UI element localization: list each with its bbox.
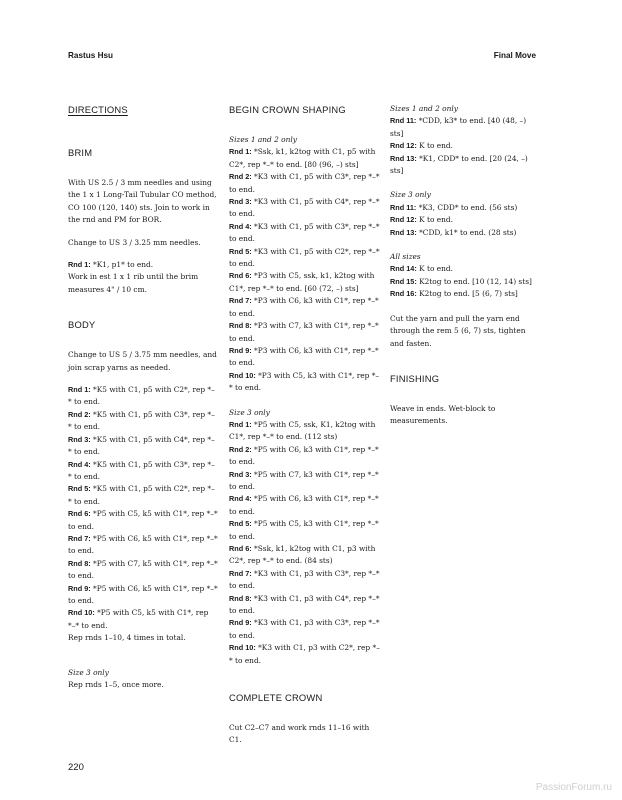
round-row — [390, 288, 540, 300]
round-label: Rnd 6: — [68, 509, 91, 519]
round-label: Rnd 16: — [390, 289, 417, 299]
round-label: Rnd 15: — [390, 276, 417, 286]
round-text: *CDD, k1* to end. (28 sts) — [416, 227, 517, 237]
round-row — [390, 140, 540, 152]
round-text: *K5 with C1, p5 with C2*, rep *–* to end. — [68, 385, 215, 407]
crown-rounds-sizes-1-2 — [229, 146, 381, 394]
round-row — [229, 295, 381, 320]
round-label: Rnd 5: — [229, 519, 252, 529]
round-row — [229, 493, 381, 518]
round-row — [229, 593, 381, 618]
round-text: *K3 with C1, p3 with C3*, rep *–* to end. — [229, 568, 380, 591]
body-rounds — [68, 384, 218, 632]
finishing-text: Weave in ends. Wet-block to measurements. — [390, 403, 496, 426]
round-row — [390, 276, 540, 288]
round-label: Rnd 10: — [229, 643, 256, 653]
finish-rounds-all-sizes — [390, 263, 540, 300]
round-row — [390, 227, 540, 239]
running-header-title: Final Move — [493, 51, 536, 60]
round-text: *P5 with C5, k3 with C1*, rep *–* to end. — [229, 519, 379, 541]
round-text: *P5 with C7, k3 with C1*, rep *–* to end. — [229, 469, 379, 491]
round-row — [229, 469, 381, 494]
round-text: *K3 with C1, p5 with C3*, rep *–* to end. — [229, 172, 380, 194]
round-row — [68, 558, 218, 583]
complete-crown-text: Cut C2–C7 and work rnds 11–16 with C1. — [229, 723, 370, 745]
round-row — [229, 370, 381, 395]
round-text: K to end. — [416, 141, 453, 151]
size-subheading: Size 3 only — [68, 667, 109, 677]
round-row — [229, 171, 381, 196]
round-text: *P5 with C6, k5 with C1*, rep *–* to end. — [68, 583, 218, 605]
round-label: Rnd 3: — [229, 197, 252, 207]
round-label: Rnd 1: — [68, 260, 91, 270]
round-row — [229, 444, 381, 469]
round-text: *K3, CDD* to end. (56 sts) — [416, 202, 518, 212]
round-label: Rnd 3: — [68, 434, 91, 444]
crown-shaping-heading: BEGIN CROWN SHAPING — [229, 104, 346, 115]
round-row — [229, 246, 381, 271]
round-row — [229, 196, 381, 221]
round-row — [390, 115, 540, 140]
round-text: K to end. — [416, 215, 453, 225]
round-text: *K3 with C1, p5 with C2*, rep *–* to end. — [229, 246, 380, 269]
crown-rounds-size-3 — [229, 419, 381, 667]
round-row — [68, 583, 218, 608]
round-row — [68, 459, 218, 484]
round-label: Rnd 3: — [229, 469, 252, 479]
round-label: Rnd 2: — [229, 172, 252, 182]
round-row — [229, 345, 381, 370]
round-text: *K3 with C1, p3 with C4*, rep *–* to end. — [229, 593, 380, 616]
round-text: *K5 with C1, p5 with C2*, rep *–* to end. — [68, 484, 215, 506]
directions-heading: DIRECTIONS — [68, 104, 128, 115]
round-text: *P3 with C7, k3 with C1*, rep *–* to end. — [229, 321, 379, 343]
round-row — [229, 146, 381, 171]
round-text: *P3 with C5, ssk, k1, k2tog with C1*, rep *–* to end. [60 (72, –) sts] — [229, 271, 375, 293]
round-text: *Ssk, k1, k2tog with C1, p5 with C2*, rep *–* to end. [80 (96, –) sts] — [229, 147, 376, 169]
round-row — [229, 270, 381, 295]
size-subheading: All sizes — [390, 252, 421, 262]
round-text: *P3 with C6, k3 with C1*, rep *–* to end. — [229, 296, 379, 318]
watermark: PassionForum.ru — [535, 782, 612, 793]
round-row — [390, 263, 540, 275]
round-label: Rnd 5: — [68, 484, 91, 494]
round-label: Rnd 12: — [390, 141, 417, 151]
round-text: *K3 with C1, p3 with C3*, rep *–* to end. — [229, 618, 380, 640]
round-text: *P3 with C5, k3 with C1*, rep *–* to end. — [229, 370, 380, 393]
size-subheading: Size 3 only — [390, 190, 431, 200]
round-text: *K1, CDD* to end. [20 (24, –) sts] — [390, 153, 528, 176]
round-label: Rnd 1: — [229, 147, 252, 157]
round-label: Rnd 7: — [229, 568, 252, 578]
round-label: Rnd 9: — [229, 618, 252, 628]
column-3 — [390, 103, 540, 428]
round-label: Rnd 8: — [229, 593, 252, 603]
brim-paragraph: Work in est 1 x 1 rib until the brim measures 4" / 10 cm. — [68, 272, 199, 294]
complete-crown-heading: COMPLETE CROWN — [229, 692, 323, 704]
finish-rounds-sizes-1-2 — [390, 115, 540, 177]
round-label: Rnd 11: — [390, 116, 417, 126]
round-text: *K3 with C1, p5 with C4*, rep *–* to end. — [229, 197, 380, 219]
round-label: Rnd 2: — [68, 409, 91, 419]
running-header-author: Rastus Hsu — [68, 51, 114, 60]
round-text: *K3 with C1, p5 with C3*, rep *–* to end. — [229, 221, 380, 244]
round-text: *P5 with C6, k3 with C1*, rep *–* to end. — [229, 494, 379, 516]
body-paragraph: Change to US 5 / 3.75 mm needles, and join scrap yarns as needed. — [68, 350, 217, 372]
brim-heading: BRIM — [68, 147, 93, 158]
finish-rounds-size-3 — [390, 202, 540, 239]
round-text: *P5 with C6, k3 with C1*, rep *–* to end. — [229, 444, 379, 467]
round-row — [68, 533, 218, 558]
round-label: Rnd 7: — [68, 533, 91, 543]
round-label: Rnd 5: — [229, 246, 252, 256]
round-row — [68, 483, 218, 508]
round-label: Rnd 11: — [390, 202, 417, 212]
round-text: K2tog to end. [10 (12, 14) sts] — [416, 276, 532, 286]
round-row — [229, 568, 381, 593]
size3-text: Rep rnds 1–5, once more. — [68, 680, 164, 689]
round-label: Rnd 7: — [229, 296, 252, 306]
round-row — [390, 202, 540, 214]
round-text: *P5 with C5, k5 with C1*, rep *–* to end. — [68, 509, 218, 531]
round-label: Rnd 6: — [229, 271, 252, 281]
brim-round — [68, 259, 218, 271]
size-subheading: Size 3 only — [229, 407, 270, 417]
round-label: Rnd 6: — [229, 544, 252, 553]
round-label: Rnd 10: — [68, 608, 95, 618]
body-heading: BODY — [68, 319, 96, 331]
round-label: Rnd 4: — [68, 459, 91, 469]
round-row — [229, 320, 381, 345]
round-row — [68, 409, 218, 434]
round-label: Rnd 2: — [229, 444, 252, 454]
page-number: 220 — [68, 762, 84, 773]
round-row — [229, 543, 381, 568]
round-text: *P5 with C5, ssk, K1, k2tog with C1*, rep *–* to end. (112 sts) — [229, 419, 376, 442]
round-row — [68, 607, 218, 632]
round-text: *K5 with C1, p5 with C4*, rep *–* to end. — [68, 434, 215, 457]
column-1 — [68, 103, 218, 691]
round-text: *Ssk, k1, k2tog with C1, p3 with C2*, rep *–* to end. (84 sts) — [229, 544, 376, 566]
brim-paragraph: Change to US 3 / 3.25 mm needles. — [68, 237, 201, 247]
size-subheading: Sizes 1 and 2 only — [390, 104, 458, 113]
round-label: Rnd 10: — [229, 370, 256, 380]
round-text: *K5 with C1, p5 with C3*, rep *–* to end. — [68, 459, 215, 481]
round-text: *K5 with C1, p5 with C3*, rep *–* to end. — [68, 409, 215, 432]
finishing-heading: FINISHING — [390, 372, 440, 384]
round-text: *P5 with C5, k5 with C1*, rep *–* to end. — [68, 608, 209, 630]
size-subheading: Sizes 1 and 2 only — [229, 135, 297, 144]
round-text: K2tog to end. [5 (6, 7) sts] — [416, 289, 518, 299]
round-label: Rnd 4: — [229, 494, 252, 504]
round-text: *P5 with C7, k5 with C1*, rep *–* to end. — [68, 558, 218, 581]
round-row — [229, 419, 381, 444]
round-label: Rnd 12: — [390, 215, 417, 225]
round-label: Rnd 13: — [390, 153, 417, 163]
round-row — [68, 384, 218, 409]
round-text: *P3 with C6, k3 with C1*, rep *–* to end. — [229, 345, 379, 368]
round-row — [390, 153, 540, 178]
round-label: Rnd 8: — [68, 558, 91, 568]
round-label: Rnd 13: — [390, 227, 417, 237]
round-label: Rnd 9: — [68, 583, 91, 593]
body-repeat: Rep rnds 1–10, 4 times in total. — [68, 633, 186, 643]
round-row — [229, 518, 381, 543]
round-row — [68, 508, 218, 533]
brim-paragraph: With US 2.5 / 3 mm needles and using the 1 x 1 Long-Tail Tubular CO method, CO 100 (120, 140) sts. Join to work in the rnd and PM for BOR. — [68, 178, 217, 225]
round-label: Rnd 1: — [68, 385, 91, 395]
round-label: Rnd 1: — [229, 419, 252, 429]
round-text: *K1, p1* to end. — [90, 260, 154, 270]
round-row — [229, 221, 381, 246]
round-row — [229, 617, 381, 642]
round-label: Rnd 8: — [229, 321, 252, 331]
round-text: K to end. — [416, 264, 453, 274]
round-row — [68, 434, 218, 459]
round-row — [390, 214, 540, 226]
column-2 — [229, 103, 381, 747]
round-label: Rnd 4: — [229, 221, 252, 231]
round-text: *K3 with C1, p3 with C2*, rep *–* to end. — [229, 643, 380, 665]
round-label: Rnd 9: — [229, 345, 252, 355]
round-text: *CDD, k3* to end. [40 (48, –) sts] — [390, 116, 527, 138]
round-label: Rnd 14: — [390, 264, 417, 274]
cut-yarn-text: Cut the yarn and pull the yarn end through the rem 5 (6, 7) sts, tighten and fasten. — [390, 313, 526, 348]
round-text: *P5 with C6, k5 with C1*, rep *–* to end. — [68, 533, 218, 556]
round-row — [229, 642, 381, 667]
